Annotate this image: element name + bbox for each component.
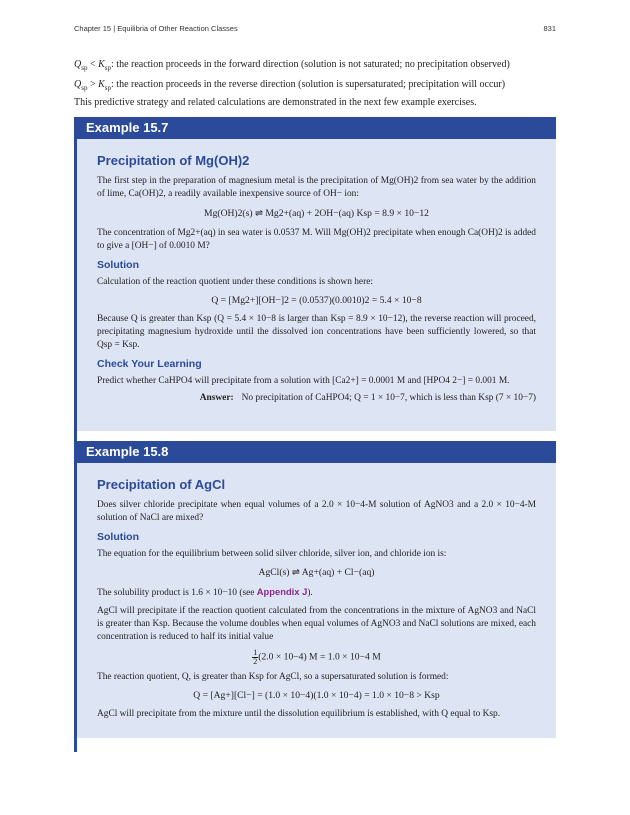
intro-line-1: $Q_{sp} < K_{sp}$: the reaction proceeds in the forward direction (solution is not saturated; no precipitation observed) [74,59,510,72]
example-header-bar: Example 15.7 [74,117,556,139]
paragraph: The concentration of Mg2+(aq) in sea water is 0.0537 M. Will Mg(OH)2 precipitate when enough Ca(OH)2 is added to give a [OH−] of 0.0010 M? [97,228,536,251]
paragraph: Predict whether CaHPO4 will precipitate from a solution with [Ca2+] = 0.0001 M and [HPO4 2−] = 0.001 M. [97,376,510,386]
equation: Q = [Mg2+][OH−]2 = (0.0537)(0.0010)2 = 5.4 × 10−8 [211,295,422,306]
example-title: Precipitation of Mg(OH)2 [97,153,250,168]
example-header-bar: Example 15.8 [74,441,556,463]
answer-label: Answer: [199,393,234,403]
example-body [74,463,556,752]
paragraph: Because Q is greater than Ksp (Q = 5.4 × 10−8 is larger than Ksp = 8.9 × 10−12), the reverse reaction will proceed, precipitating magnesium hydroxide until the dissolved ion concentrations have been sufficiently lowered, so that Qsp = Ksp. [97,314,536,350]
page-header [74,24,556,36]
example-title: Precipitation of AgCl [97,477,226,492]
equation: AgCl(s) ⇌ Ag+(aq) + Cl−(aq) [258,567,375,578]
solution-heading: Solution [97,259,139,271]
check-learning-heading: Check Your Learning [97,358,202,370]
fraction-one-half: $\frac{1}{2}$ [253,648,258,666]
answer-line [97,392,536,405]
equation: Mg(OH)2(s) ⇌ Mg2+(aq) + 2OH−(aq) Ksp = 8.9 × 10−12 [204,208,429,219]
paragraph: The equation for the equilibrium between solid silver chloride, silver ion, and chloride ion is: [97,549,447,559]
page-number: 831 [543,24,556,33]
equation: Q = [Ag+][Cl−] = (1.0 × 10−4)(1.0 × 10−4) = 1.0 × 10−8 > Ksp [193,690,440,701]
equation: $\frac{1}{2}$ (2.0 × 10−4) M = 1.0 × 10−4 M [253,648,381,666]
paragraph: The solubility product is 1.6 × 10−10 (see Appendix J). [97,586,313,598]
example-15-7 [74,117,556,431]
intro-line-3: This predictive strategy and related calculations are demonstrated in the next few example exercises. [74,97,477,108]
paragraph: AgCl will precipitate if the reaction quotient calculated from the concentrations in the mixture of AgNO3 and NaCl is greater than Ksp. Because the volume doubles when equal volumes of AgNO3 and NaCl solutions are mixed, each concentration is reduced to half its initial value [97,606,536,642]
example-15-8 [74,441,556,738]
paragraph: Does silver chloride precipitate when equal volumes of a 2.0 × 10−4-M solution of AgNO3 and a 2.0 × 10−4-M solution of NaCl are mixed? [97,500,536,523]
example-body [74,139,556,445]
paragraph: The first step in the preparation of magnesium metal is the precipitation of Mg(OH)2 from sea water by the addition of lime, Ca(OH)2, a readily available inexpensive source of OH− ion: [97,176,536,199]
solution-heading: Solution [97,531,139,543]
paragraph: Calculation of the reaction quotient under these conditions is shown here: [97,277,373,287]
appendix-j-link[interactable]: Appendix J [256,586,308,597]
paragraph: The reaction quotient, Q, is greater than Ksp for AgCl, so a supersaturated solution is formed: [97,672,449,682]
paragraph: AgCl will precipitate from the mixture until the dissolution equilibrium is established, with Q equal to Ksp. [97,709,501,719]
chapter-title: Chapter 15 | Equilibria of Other Reaction Classes [74,24,238,33]
intro-line-2: $Q_{sp} > K_{sp}$: the reaction proceeds in the reverse direction (solution is supersaturated; precipitation will occur) [74,79,506,92]
answer-text: No precipitation of CaHPO4; Q = 1 × 10−7, which is less than Ksp (7 × 10−7) [241,393,536,403]
